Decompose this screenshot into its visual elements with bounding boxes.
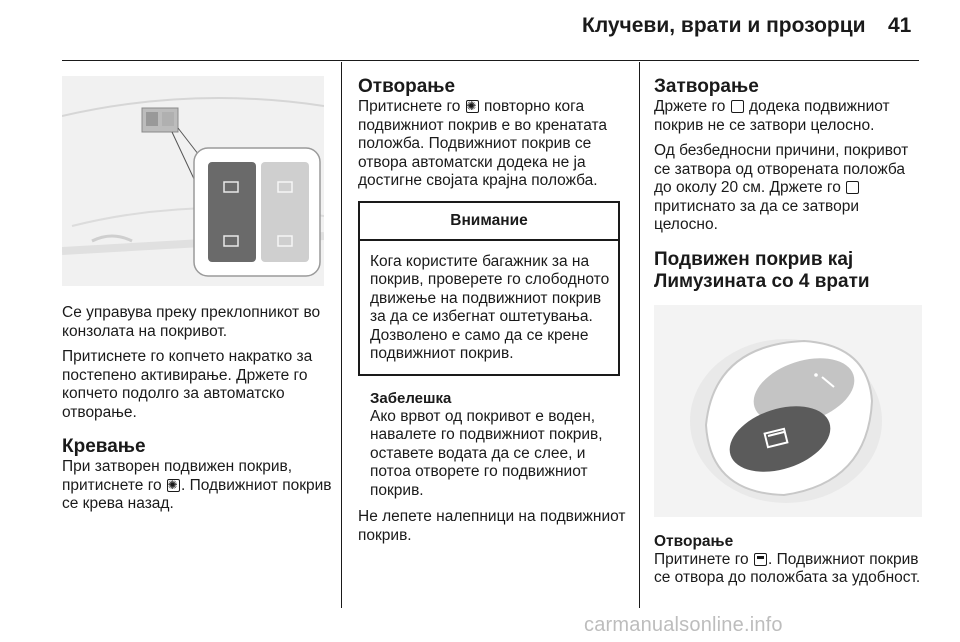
- watermark: carmanualsonline.info: [584, 614, 783, 636]
- close-heading: Затворање: [654, 76, 759, 97]
- column-divider-2: [639, 62, 640, 608]
- safety-paragraph: [654, 142, 922, 235]
- col1-paragraph-2: Притиснете го копчето накратко за постепено активирање. Држете го копчето подолго за автоматско отворање.: [62, 348, 313, 421]
- open2-text-b: . Подвижниот покрив се отвора до положбата за удобност.: [654, 550, 921, 586]
- header-rule: [62, 60, 919, 61]
- column-1: [62, 76, 332, 521]
- column-3: [654, 76, 922, 595]
- sedan-switch-illustration: [654, 305, 922, 517]
- sticker-paragraph: Не лепете налепници на подвижниот покрив.: [358, 508, 626, 544]
- page-number: 41: [888, 14, 912, 37]
- note-block: [358, 390, 628, 501]
- open2-heading: Отворање: [654, 532, 734, 550]
- close-text-a: Држете го: [654, 98, 726, 115]
- note-title: Забелешка: [370, 389, 452, 407]
- open-text-a: Притиснете го: [358, 98, 461, 115]
- open-heading: Отворање: [358, 76, 456, 97]
- tilt-text-b: . Подвижниот покрив се крева назад.: [62, 476, 332, 512]
- column-divider-1: [341, 62, 342, 608]
- tilt-paragraph: [62, 458, 332, 514]
- roof-console-illustration: [62, 76, 324, 286]
- page-header-title: Клучеви, врати и прозорци: [582, 14, 866, 37]
- warning-box: [358, 201, 620, 376]
- open2-text-a: Притинете го: [654, 550, 749, 568]
- tilt-heading: Кревање: [62, 436, 146, 457]
- sun-button-icon: [466, 100, 479, 113]
- close-button-icon: [846, 181, 859, 194]
- open-paragraph: [358, 98, 628, 191]
- open-text-b: повторно кога подвижниот покрив е во кренатата положба. Подвижниот покрив се отвора автоматски додека не ја достигне својата крајна положба.: [358, 98, 608, 189]
- note-text: Ако врвот од покривот е воден, навалете го подвижниот покрив, оставете водата да се слее, и потоа отворете го подвижниот покрив.: [370, 407, 603, 499]
- close-paragraph: [654, 98, 922, 135]
- warning-title: Внимание: [360, 203, 618, 241]
- warning-text: Кога користите багажник за на покрив, проверете го слободното движење на подвижниот покрив за да се избегнат оштетувања. Дозволено е само да се крене подвижниот покрив.: [370, 252, 610, 362]
- sedan-heading: Подвижен покрив кај Лимузината со 4 врати: [654, 248, 870, 292]
- sun-button-icon: [167, 479, 180, 492]
- close-text-b: додека подвижниот покрив не се затвори целосно.: [654, 98, 890, 134]
- tilt-text-a: При затворен подвижен покрив, притиснете го: [62, 458, 293, 494]
- open2-paragraph: [654, 551, 922, 588]
- roof-console-drawing: [62, 76, 324, 286]
- column-2: [358, 76, 628, 552]
- col1-paragraph-1: Се управува преку преклопникот во конзолата на покривот.: [62, 304, 321, 340]
- safety-text-a: Од безбедносни причини, покривот се затвора од отворената положба до околу 20 см. Држете го: [654, 142, 909, 196]
- sedan-switch-drawing: [654, 305, 922, 517]
- close-button-icon: [731, 100, 744, 113]
- safety-text-b: притиснато за да се затвори целосно.: [654, 197, 859, 233]
- open-button-icon: [754, 553, 767, 566]
